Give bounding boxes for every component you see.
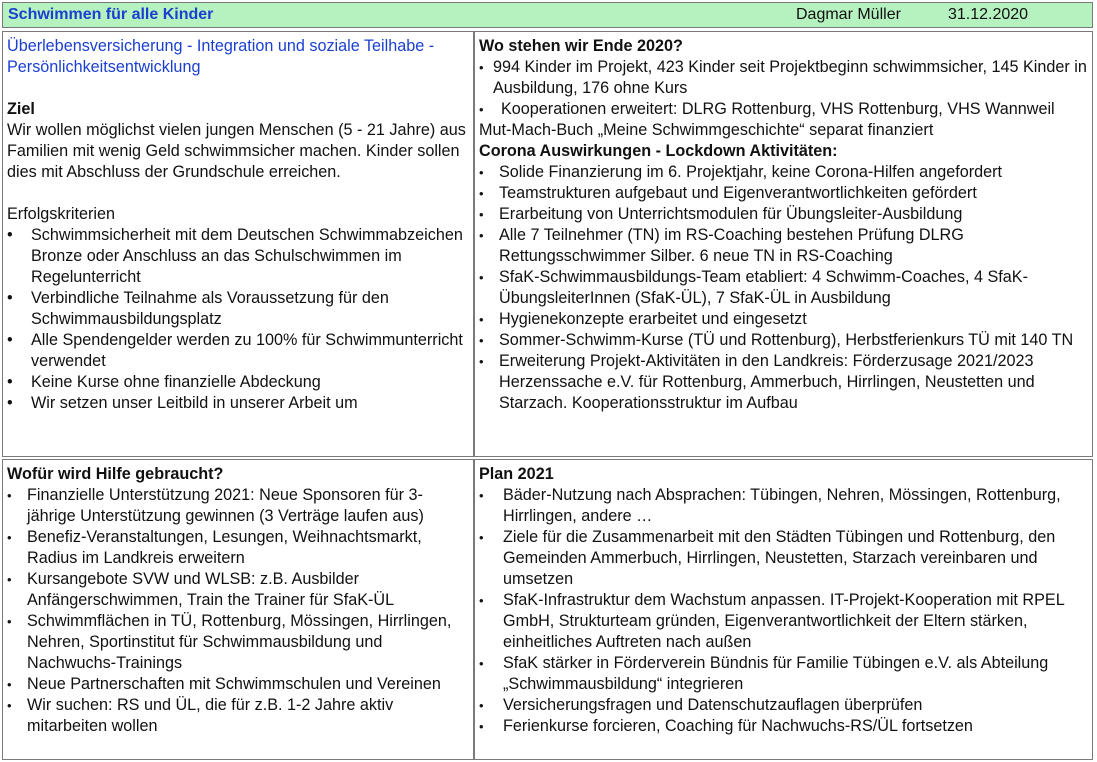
document-title: Schwimmen für alle Kinder	[8, 6, 214, 23]
list-item: • SfaK stärker in Förderverein Bündnis für Familie Tübingen e.V. als Abteilung „Schwimmausbildung“ integrieren	[479, 653, 1088, 695]
list-item: • 994 Kinder im Projekt, 423 Kinder seit Projektbeginn schwimmsicher, 145 Kinder in Ausbildung, 176 ohne Kurs	[479, 57, 1088, 99]
plan-list	[479, 485, 1088, 737]
list-item: • Teamstrukturen aufgebaut und Eigenverantwortlichkeiten gefördert	[479, 183, 1088, 204]
list-item: • Neue Partnerschaften mit Schwimmschulen und Vereinen	[7, 674, 469, 695]
ziel-heading: Ziel	[7, 100, 35, 118]
tagline: Überlebensversicherung - Integration und soziale Teilhabe - Persönlichkeitsentwicklung	[7, 37, 435, 76]
list-item: • Schwimmsicherheit mit dem Deutschen Schwimmabzeichen Bronze oder Anschluss an das Schulschwimmen im Regelunterricht	[7, 225, 469, 288]
list-item: • Erarbeitung von Unterrichtsmodulen für Übungsleiter-Ausbildung	[479, 204, 1088, 225]
status-heading: Wo stehen wir Ende 2020?	[479, 37, 683, 55]
erfolg-heading: Erfolgskriterien	[7, 205, 115, 223]
corona-list	[479, 162, 1088, 414]
help-heading: Wofür wird Hilfe gebraucht?	[7, 465, 224, 483]
list-item: • Verbindliche Teilnahme als Voraussetzung für den Schwimmausbildungsplatz	[7, 288, 469, 330]
list-item: • Ferienkurse forcieren, Coaching für Nachwuchs-RS/ÜL fortsetzen	[479, 716, 1088, 737]
title-bar	[2, 2, 1093, 28]
list-item: • Wir setzen unser Leitbild in unserer Arbeit um	[7, 393, 469, 414]
list-item: • Schwimmflächen in TÜ, Rottenburg, Mössingen, Hirrlingen, Nehren, Sportinstitut für Schwimmausbildung und Nachwuchs-Trainings	[7, 611, 469, 674]
goals-cell	[2, 31, 474, 457]
document-date: 31.12.2020	[948, 6, 1029, 23]
ziel-text: Wir wollen möglichst vielen jungen Menschen (5 - 21 Jahre) aus Familien mit wenig Geld schwimmsicher machen. Kinder sollen dies mit Abschluss der Grundschule erreichen.	[7, 121, 466, 181]
list-item: • SfaK-Schwimmausbildungs-Team etabliert: 4 Schwimm-Coaches, 4 SfaK-ÜbungsleiterInnen (SfaK-ÜL), 7 SfaK-ÜL in Ausbildung	[479, 267, 1088, 309]
plan-heading: Plan 2021	[479, 465, 554, 483]
list-item: • SfaK-Infrastruktur dem Wachstum anpassen. IT-Projekt-Kooperation mit RPEL GmbH, Strukturteam gründen, Eigenverantwortlichkeit der Eltern stärken, einheitliches Auftreten nach außen	[479, 590, 1088, 653]
list-item: • Versicherungsfragen und Datenschutzauflagen überprüfen	[479, 695, 1088, 716]
list-item: • Sommer-Schwimm-Kurse (TÜ und Rottenburg), Herbstferienkurs TÜ mit 140 TN	[479, 330, 1088, 351]
status-cell	[474, 31, 1093, 457]
erfolg-list	[7, 225, 469, 414]
list-item: • Keine Kurse ohne finanzielle Abdeckung	[7, 372, 469, 393]
list-item: • Alle Spendengelder werden zu 100% für Schwimmunterricht verwendet	[7, 330, 469, 372]
list-item: • Hygienekonzepte erarbeitet und eingesetzt	[479, 309, 1088, 330]
help-list	[7, 485, 469, 737]
list-item: • Bäder-Nutzung nach Absprachen: Tübingen, Nehren, Mössingen, Rottenburg, Hirrlingen, andere …	[479, 485, 1088, 527]
author-name: Dagmar Müller	[796, 6, 901, 23]
list-item: • Alle 7 Teilnehmer (TN) im RS-Coaching bestehen Prüfung DLRG Rettungsschwimmer Silber. 6 neue TN in RS-Coaching	[479, 225, 1088, 267]
list-item: • Wir suchen: RS und ÜL, die für z.B. 1-2 Jahre aktiv mitarbeiten wollen	[7, 695, 469, 737]
list-item: • Benefiz-Veranstaltungen, Lesungen, Weihnachtsmarkt, Radius im Landkreis erweitern	[7, 527, 469, 569]
list-item: • Erweiterung Projekt-Aktivitäten in den Landkreis: Förderzusage 2021/2023 Herzenssache e.V. für Rottenburg, Ammerbuch, Hirrlingen, Neustetten und Starzach. Kooperationsstruktur im Aufbau	[479, 351, 1088, 414]
list-item: • Finanzielle Unterstützung 2021: Neue Sponsoren für 3-jährige Unterstützung gewinnen (3 Verträge laufen aus)	[7, 485, 469, 527]
help-cell	[2, 459, 474, 760]
status-list	[479, 57, 1088, 120]
corona-heading: Corona Auswirkungen - Lockdown Aktivitäten:	[479, 142, 838, 160]
list-item: • Kooperationen erweitert: DLRG Rottenburg, VHS Rottenburg, VHS Wannweil	[479, 99, 1088, 120]
list-item: • Solide Finanzierung im 6. Projektjahr, keine Corona-Hilfen angefordert	[479, 162, 1088, 183]
list-item: • Ziele für die Zusammenarbeit mit den Städten Tübingen und Rottenburg, den Gemeinden Ammerbuch, Hirrlingen, Neustetten, Starzach vereinbaren und umsetzen	[479, 527, 1088, 590]
book-line: Mut-Mach-Buch „Meine Schwimmgeschichte“ separat finanziert	[479, 121, 934, 139]
plan-cell	[474, 459, 1093, 760]
list-item: • Kursangebote SVW und WLSB: z.B. Ausbilder Anfängerschwimmen, Train the Trainer für SfaK-ÜL	[7, 569, 469, 611]
